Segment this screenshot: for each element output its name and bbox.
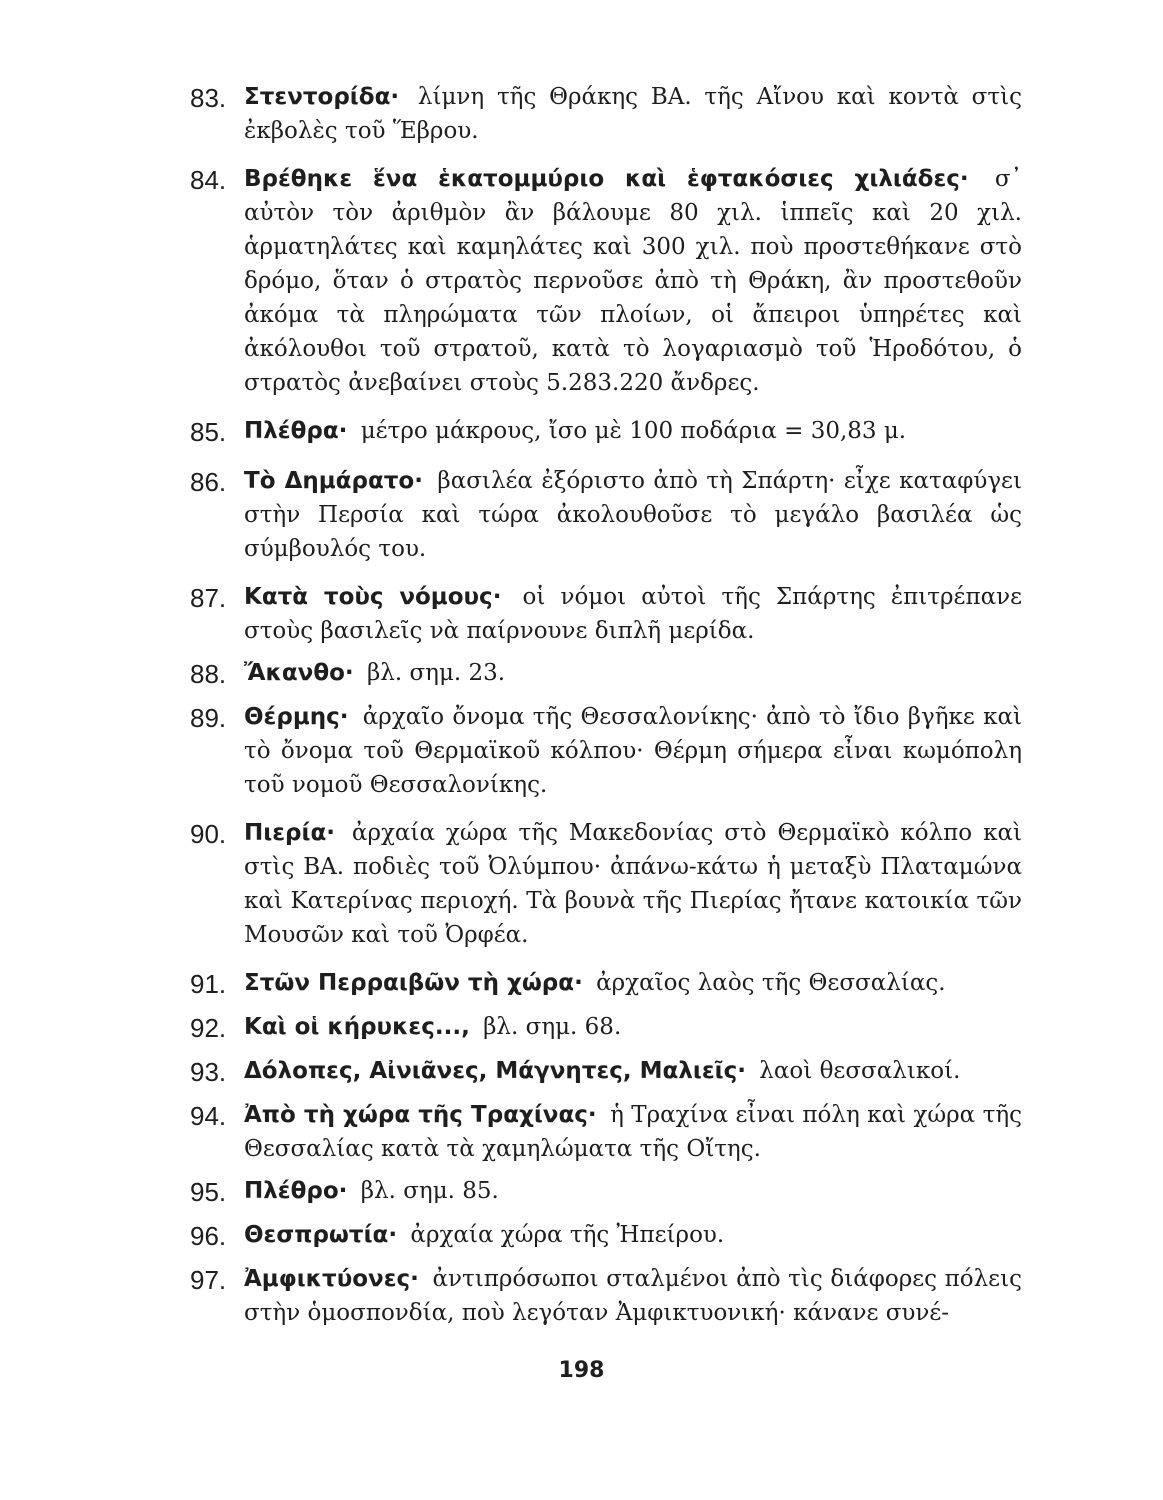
footnote-body bbox=[244, 1174, 1022, 1208]
footnote-87 bbox=[190, 580, 1022, 648]
footnote-body bbox=[244, 1010, 1022, 1044]
footnote-body bbox=[244, 700, 1022, 802]
footnote-term: Στεντορίδα· bbox=[244, 84, 400, 110]
footnote-text: λαοὶ θεσσαλικοί. bbox=[759, 1058, 961, 1084]
footnote-text: βλ. σημ. 23. bbox=[366, 660, 506, 686]
footnote-body bbox=[244, 80, 1022, 148]
page-number: 198 bbox=[558, 1358, 605, 1383]
footnote-number: 91. bbox=[190, 969, 227, 999]
footnote-number: 84. bbox=[190, 165, 227, 195]
footnote-88 bbox=[190, 656, 1022, 692]
footnote-text: βλ. σημ. 68. bbox=[483, 1014, 622, 1040]
footnote-term: Βρέθηκε ἕνα ἑκατομμύριο καὶ ἑφτακόσιες χιλιάδες· bbox=[244, 166, 969, 192]
footnote-body bbox=[244, 1098, 1022, 1166]
footnote-term: Ἀμφικτύονες· bbox=[244, 1266, 419, 1292]
footnote-95 bbox=[190, 1174, 1022, 1210]
footnote-body bbox=[244, 816, 1022, 952]
footnote-term: Ἀπὸ τὴ χώρα τῆς Τραχίνας· bbox=[244, 1102, 597, 1128]
footnote-number: 86. bbox=[190, 467, 227, 497]
footnote-term: Κατὰ τοὺς νόμους· bbox=[244, 584, 502, 610]
footnote-number: 97. bbox=[190, 1265, 227, 1295]
footnote-number: 88. bbox=[190, 659, 227, 689]
footnote-text: βασιλέα ἐξόριστο ἀπὸ τὴ Σπάρτη· εἶχε καταφύγει στὴν Περσία καὶ τώρα ἀκολουθοῦσε τὸ μεγάλο βασιλέα ὡς σύμβουλός του. bbox=[244, 468, 1022, 562]
footnote-text: ἀντιπρόσωποι σταλμένοι ἀπὸ τὶς διάφορες πόλεις στὴν ὁμοσπονδία, ποὺ λεγόταν Ἀμφικτυονική· κάνανε συνέ- bbox=[244, 1266, 1022, 1326]
footnote-text: ἡ Τραχίνα εἶναι πόλη καὶ χώρα τῆς Θεσσαλίας κατὰ τὰ χαμηλώματα τῆς Οἴτης. bbox=[244, 1102, 1023, 1162]
footnote-body bbox=[244, 464, 1022, 566]
footnote-text: μέτρο μάκρους, ἴσο μὲ 100 ποδάρια = 30,83 μ. bbox=[360, 418, 907, 444]
footnote-term: Πλέθρο· bbox=[244, 1178, 348, 1204]
footnote-term: Στῶν Περραιβῶν τὴ χώρα· bbox=[244, 970, 583, 996]
footnote-number: 96. bbox=[190, 1221, 227, 1251]
footnote-term: Καὶ οἱ κήρυκες..., bbox=[244, 1014, 470, 1040]
footnote-term: Πλέθρα· bbox=[244, 418, 348, 444]
footnote-body bbox=[244, 580, 1022, 648]
footnote-number: 92. bbox=[190, 1013, 227, 1043]
footnote-number: 87. bbox=[190, 583, 227, 613]
footnote-text: ἀρχαῖο ὄνομα τῆς Θεσσαλονίκης· ἀπὸ τὸ ἴδιο βγῆκε καὶ τὸ ὄνομα τοῦ Θερμαϊκοῦ κόλπου· Θέρμη σήμερα εἶναι κωμόπολη τοῦ νομοῦ Θεσσαλονίκης. bbox=[244, 704, 1023, 798]
footnote-body bbox=[244, 656, 1022, 690]
footnote-number: 94. bbox=[190, 1101, 227, 1131]
footnote-92 bbox=[190, 1010, 1022, 1046]
footnote-term: Δόλοπες, Αἰνιᾶνες, Μάγνητες, Μαλιεῖς· bbox=[244, 1058, 746, 1084]
footnote-number: 93. bbox=[190, 1057, 227, 1087]
footnote-term: Πιερία· bbox=[244, 820, 335, 846]
footnote-97 bbox=[190, 1262, 1022, 1330]
footnote-body bbox=[244, 966, 1022, 1000]
footnote-94 bbox=[190, 1098, 1022, 1166]
footnote-89 bbox=[190, 700, 1022, 802]
footnote-text: ἀρχαῖος λαὸς τῆς Θεσσαλίας. bbox=[596, 970, 946, 996]
footnote-number: 83. bbox=[190, 83, 227, 113]
footnote-text: σ᾽ αὐτὸν τὸν ἀριθμὸν ἂν βάλουμε 80 χιλ. ἱππεῖς καὶ 20 χιλ. ἁρματηλάτες καὶ καμηλάτες καὶ 300 χιλ. ποὺ προστεθήκανε στὸ δρόμο, ὅταν ὁ στρατὸς περνοῦσε ἀπὸ τὴ Θράκη, ἂν προστεθοῦν ἀκόμα τὰ πληρώματα τῶν πλοίων, οἱ ἄπειροι ὑπηρέτες καὶ ἀκόλουθοι τοῦ στρατοῦ, κατὰ τὸ λογαριασμὸ τοῦ Ἡροδότου, ὁ στρατὸς ἀνεβαίνει στοὺς 5.283.220 ἄνδρες. bbox=[244, 166, 1023, 396]
footnote-term: Ἄκανθο· bbox=[244, 660, 354, 686]
footnote-body bbox=[244, 162, 1022, 400]
footnote-text: οἱ νόμοι αὐτοὶ τῆς Σπάρτης ἐπιτρέπανε στοὺς βασιλεῖς νὰ παίρνουνε διπλῆ μερίδα. bbox=[244, 584, 1023, 644]
footnote-text: ἀρχαία χώρα τῆς Ἠπείρου. bbox=[410, 1222, 725, 1248]
footnote-91 bbox=[190, 966, 1022, 1002]
footnote-90 bbox=[190, 816, 1022, 952]
footnote-number: 85. bbox=[190, 417, 227, 447]
footnote-list bbox=[190, 80, 1022, 1330]
footnote-body bbox=[244, 1262, 1022, 1330]
footnote-83 bbox=[190, 80, 1022, 148]
footnote-text: βλ. σημ. 85. bbox=[360, 1178, 499, 1204]
footnote-body bbox=[244, 1054, 1022, 1088]
footnote-term: Θέρμης· bbox=[244, 704, 349, 730]
footnote-text: ἀρχαία χώρα τῆς Μακεδονίας στὸ Θερμαϊκὸ κόλπο καὶ στὶς ΒΑ. ποδιὲς τοῦ Ὀλύμπου· ἀπάνω-κάτω ἡ μεταξὺ Πλαταμώνα καὶ Κατερίνας περιοχή. Τὰ βουνὰ τῆς Πιερίας ἤτανε κατοικία τῶν Μουσῶν καὶ τοῦ Ὀρφέα. bbox=[244, 820, 1022, 948]
footnote-number: 89. bbox=[190, 703, 227, 733]
footnote-body bbox=[244, 1218, 1022, 1252]
footnote-number: 95. bbox=[190, 1177, 227, 1207]
footnote-term: Τὸ Δημάρατο· bbox=[244, 468, 423, 494]
footnote-body bbox=[244, 414, 1022, 448]
footnote-96 bbox=[190, 1218, 1022, 1254]
footnote-text: λίμνη τῆς Θράκης ΒΑ. τῆς Αἴνου καὶ κοντὰ στὶς ἐκβολὲς τοῦ Ἕβρου. bbox=[244, 84, 1023, 144]
footnote-93 bbox=[190, 1054, 1022, 1090]
footnote-term: Θεσπρωτία· bbox=[244, 1222, 398, 1248]
footnote-86 bbox=[190, 464, 1022, 566]
footnote-85 bbox=[190, 414, 1022, 450]
footnote-number: 90. bbox=[190, 819, 227, 849]
footnote-84 bbox=[190, 162, 1022, 400]
